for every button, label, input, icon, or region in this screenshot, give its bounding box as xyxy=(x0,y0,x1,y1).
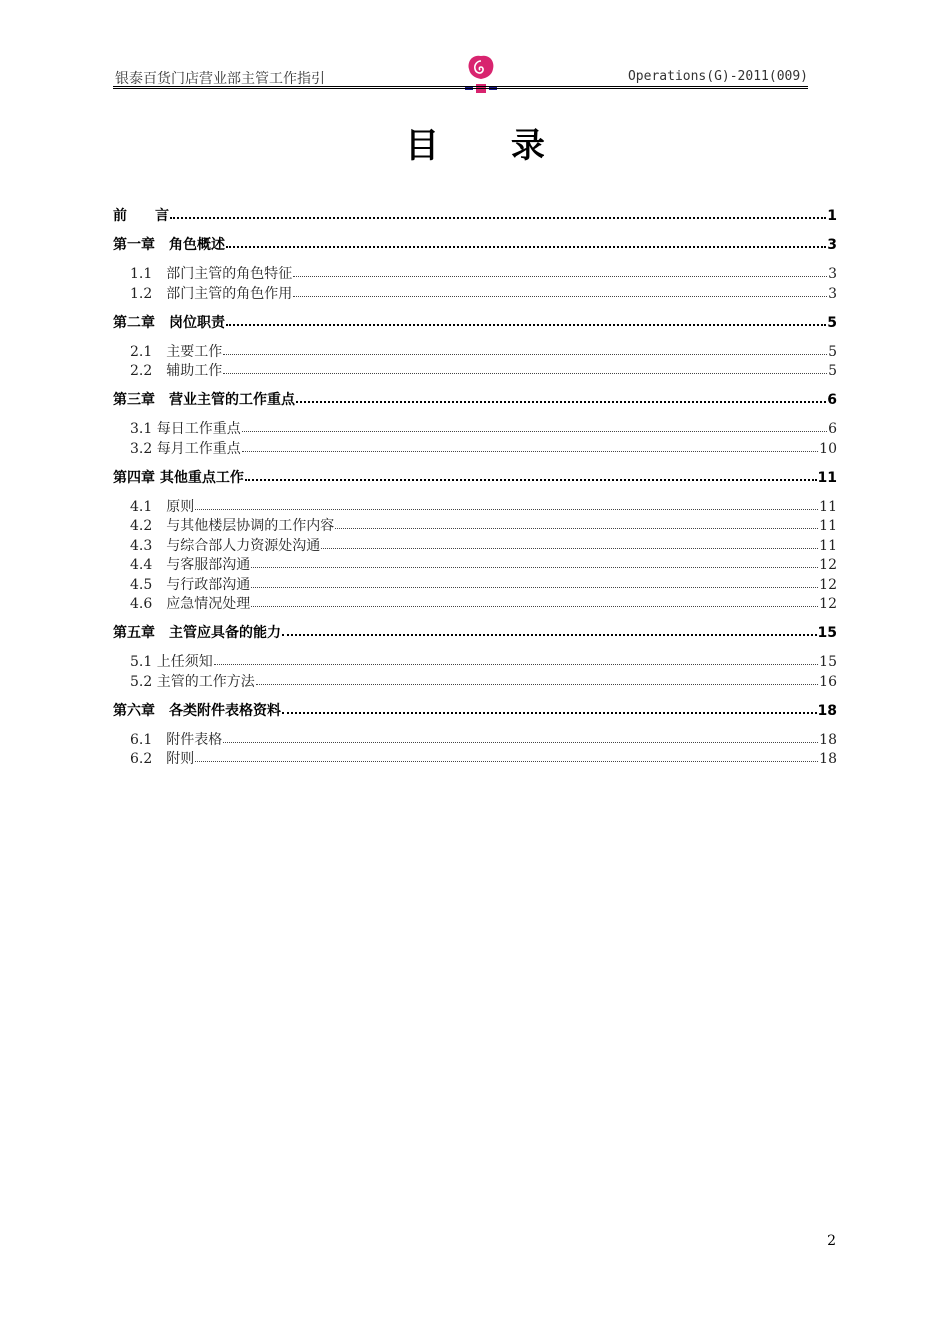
toc-entry-5-1[interactable]: 5.1 上任须知 15 xyxy=(130,654,837,670)
table-of-contents xyxy=(113,207,837,770)
page-title: 目 录 xyxy=(405,126,575,166)
leader-dots xyxy=(170,213,826,219)
toc-entry-3-1[interactable]: 3.1 每日工作重点 6 xyxy=(130,421,837,437)
company-logo xyxy=(460,52,502,98)
toc-entry-4-5[interactable]: 4.5 与行政部沟通 12 xyxy=(130,576,837,593)
toc-entry-4-3[interactable]: 4.3 与综合部人力资源处沟通 11 xyxy=(130,537,837,554)
header-divider xyxy=(113,86,808,89)
header-document-code: Operations(G)-2011(009) xyxy=(627,69,808,84)
toc-entry-4-1[interactable]: 4.1 原则 11 xyxy=(130,498,837,515)
toc-entry-chapter-4[interactable]: 第四章 其他重点工作 11 xyxy=(113,469,837,486)
toc-entry-6-2[interactable]: 6.2 附则 18 xyxy=(130,751,837,767)
header-document-title: 银泰百货门店营业部主管工作指引 xyxy=(115,71,325,87)
toc-entry-1-1[interactable]: 1.1 部门主管的角色特征 3 xyxy=(130,266,837,282)
page-number: 2 xyxy=(827,1233,836,1249)
toc-entry-3-2[interactable]: 3.2 每月工作重点 10 xyxy=(130,440,837,457)
toc-entry-chapter-1[interactable]: 第一章 角色概述 3 xyxy=(113,237,837,253)
toc-entry-1-2[interactable]: 1.2 部门主管的角色作用 3 xyxy=(130,285,837,302)
toc-entry-chapter-3[interactable]: 第三章 营业主管的工作重点 6 xyxy=(113,392,837,408)
toc-entry-2-1[interactable]: 2.1 主要工作 5 xyxy=(130,343,837,360)
toc-entry-4-6[interactable]: 4.6 应急情况处理 12 xyxy=(130,596,837,612)
toc-entry-6-1[interactable]: 6.1 附件表格 18 xyxy=(130,731,837,748)
toc-entry-preface[interactable]: 前 言 1 xyxy=(113,208,837,224)
toc-entry-4-4[interactable]: 4.4 与客服部沟通 12 xyxy=(130,557,837,573)
toc-entry-chapter-6[interactable]: 第六章 各类附件表格资料 18 xyxy=(113,702,837,719)
toc-entry-4-2[interactable]: 4.2 与其他楼层协调的工作内容 11 xyxy=(130,518,837,534)
toc-entry-2-2[interactable]: 2.2 辅助工作 5 xyxy=(130,363,837,379)
toc-entry-chapter-5[interactable]: 第五章 主管应具备的能力 15 xyxy=(113,625,837,641)
toc-entry-5-2[interactable]: 5.2 主管的工作方法 16 xyxy=(130,673,837,690)
toc-entry-chapter-2[interactable]: 第二章 岗位职责 5 xyxy=(113,314,837,331)
